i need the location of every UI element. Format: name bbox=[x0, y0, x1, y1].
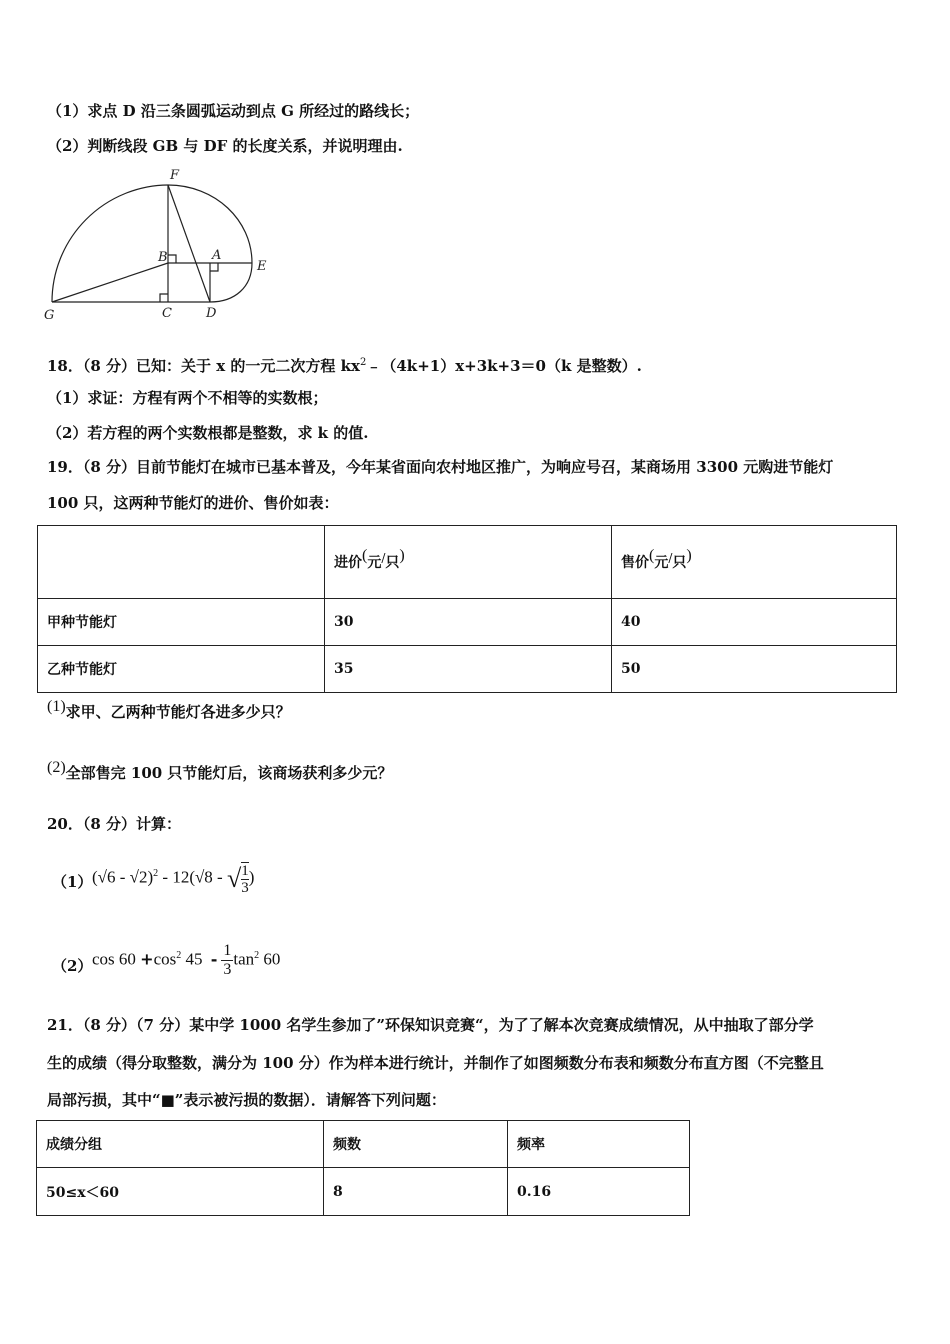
q21-line3: 局部污损，其中“■”表示被污损的数据）．请解答下列问题： bbox=[47, 1091, 446, 1109]
q21-line2: 生的成绩（得分取整数，满分为 100 分）作为样本进行统计，并制作了如图频数分布表和频数分布直方图（不完整且 bbox=[47, 1054, 824, 1072]
q17-part2: （2）判断线段 GB 与 DF 的长度关系，并说明理由. bbox=[47, 137, 403, 155]
q19-part2-text: 全部售完 100 只节能灯后，该商场获利多少元？ bbox=[65, 764, 393, 782]
q20-p1-part-a: (√6 - √2) bbox=[92, 867, 154, 887]
q20-p2-cos60: cos 60 bbox=[92, 949, 136, 969]
q20-p1-sqrt-sign: √ bbox=[226, 863, 242, 893]
geometry-figure bbox=[40, 165, 280, 325]
q21-header-group: 成绩分组 bbox=[37, 1121, 324, 1168]
q20-p2-fraction bbox=[221, 942, 233, 979]
q20-p1-frac-den: 3 bbox=[241, 879, 249, 896]
q19-price-table bbox=[37, 525, 897, 693]
q19-stem-line1: 19．（8 分）目前节能灯在城市已基本普及，今年某省面向农村地区推广，为响应号召，某商场用 3300 元购进节能灯 bbox=[47, 458, 834, 476]
label-d: D bbox=[206, 306, 217, 321]
q19-cost-slash: / bbox=[381, 551, 386, 565]
q20-p2-cos: cos bbox=[153, 949, 177, 969]
q21-row1-rate: 0.16 bbox=[508, 1168, 690, 1216]
q18-stem-a: 18．（8 分）已知：关于 x 的一元二次方程 kx bbox=[47, 357, 360, 375]
arc-fe bbox=[168, 185, 252, 263]
q19-part1 bbox=[47, 698, 291, 723]
q20-p2-sup2: 2 bbox=[254, 950, 260, 961]
q20-p1-expression bbox=[92, 856, 254, 897]
q21-row1-group: 50≤x＜60 bbox=[37, 1168, 324, 1216]
q20-p1-sup: 2 bbox=[153, 868, 159, 879]
q19-price-unit-yuan: 元 bbox=[654, 555, 669, 571]
label-b: B bbox=[158, 250, 168, 265]
label-a: A bbox=[212, 248, 222, 263]
q19-row2-name: 乙种节能灯 bbox=[38, 646, 325, 693]
q20-p2-sup: 2 bbox=[176, 950, 182, 961]
q20-p2-plus: + bbox=[140, 949, 154, 969]
q21-header-count: 频数 bbox=[324, 1121, 508, 1168]
q19-cost-paren-open: ( bbox=[362, 547, 368, 564]
q21-table-header bbox=[37, 1121, 690, 1168]
arc-gf bbox=[52, 185, 168, 302]
q19-header-cost-label: 进价 bbox=[334, 555, 362, 571]
q20-p2-expression bbox=[92, 938, 280, 979]
q19-row1-cost: 30 bbox=[325, 599, 612, 646]
q20-p2-frac-den: 3 bbox=[223, 961, 232, 979]
q19-header-price bbox=[612, 526, 897, 599]
q19-part2-num: (2) bbox=[47, 759, 66, 776]
q19-cost-paren-close: ) bbox=[399, 547, 405, 564]
q21-table-row bbox=[37, 1168, 690, 1216]
q20-p1-close: ) bbox=[248, 867, 255, 887]
q19-price-unit-zhi: 只 bbox=[672, 555, 687, 571]
q19-row2-price: 50 bbox=[612, 646, 897, 693]
q19-price-paren-close: ) bbox=[686, 547, 692, 564]
right-angle-b bbox=[168, 255, 176, 263]
q19-table-row bbox=[38, 646, 897, 693]
q19-row1-price: 40 bbox=[612, 599, 897, 646]
label-g: G bbox=[44, 308, 55, 323]
q19-price-paren-open: ( bbox=[649, 547, 655, 564]
q20-p1-frac-num: 1 bbox=[241, 862, 249, 879]
q20-p2-60: 60 bbox=[259, 949, 281, 969]
q21-frequency-table bbox=[36, 1120, 690, 1216]
q20-p2-frac-num: 1 bbox=[223, 942, 232, 960]
q19-part2 bbox=[47, 759, 393, 784]
q19-header-cost bbox=[325, 526, 612, 599]
right-angle-c bbox=[160, 294, 168, 302]
q20-stem: 20．（8 分）计算： bbox=[47, 815, 182, 833]
q20-p2-minus: - bbox=[210, 949, 218, 969]
label-f: F bbox=[170, 168, 180, 183]
segment-gb bbox=[52, 263, 168, 302]
q21-row1-count: 8 bbox=[324, 1168, 508, 1216]
q19-row1-name: 甲种节能灯 bbox=[38, 599, 325, 646]
q19-part1-num: (1) bbox=[47, 698, 66, 715]
q18-stem-b: ﹣（4k+1）x+3k+3＝0（k 是整数）. bbox=[366, 357, 642, 375]
q19-cost-unit-zhi: 只 bbox=[385, 555, 400, 571]
q19-part1-text: 求甲、乙两种节能灯各进多少只？ bbox=[65, 703, 291, 721]
q19-price-slash: / bbox=[668, 551, 673, 565]
q18-part2: （2）若方程的两个实数根都是整数，求 k 的值. bbox=[47, 424, 369, 442]
segment-fd bbox=[168, 185, 210, 302]
q18-stem-sup: 2 bbox=[359, 357, 367, 368]
q20-p1-num: （1） bbox=[52, 873, 93, 891]
q20-p2-tan: tan bbox=[233, 949, 255, 969]
q19-stem-line2: 100 只，这两种节能灯的进价、售价如表： bbox=[47, 494, 339, 512]
q19-table-header bbox=[38, 526, 897, 599]
q19-table-row bbox=[38, 599, 897, 646]
q20-p1-part-b: - 12(√8 - bbox=[158, 867, 227, 887]
q19-header-empty bbox=[38, 526, 325, 599]
q19-header-price-label: 售价 bbox=[621, 555, 649, 571]
arc-ed bbox=[210, 263, 252, 302]
q18-part1: （1）求证：方程有两个不相等的实数根； bbox=[47, 389, 328, 407]
q17-part1: （1）求点 D 沿三条圆弧运动到点 G 所经过的路线长； bbox=[47, 102, 420, 120]
q21-line1: 21．（8 分）（7 分）某中学 1000 名学生参加了”环保知识竞赛“，为了了解本次竞赛成绩情况，从中抽取了部分学 bbox=[47, 1016, 814, 1034]
q20-p2-45: 45 bbox=[181, 949, 203, 969]
q19-cost-unit-yuan: 元 bbox=[367, 555, 382, 571]
q21-header-rate: 频率 bbox=[508, 1121, 690, 1168]
q20-p1-fraction bbox=[241, 862, 249, 896]
q20-p2-num: （2） bbox=[52, 957, 93, 975]
label-e: E bbox=[257, 259, 267, 274]
q19-row2-cost: 35 bbox=[325, 646, 612, 693]
label-c: C bbox=[162, 306, 172, 321]
right-angle-a bbox=[210, 263, 218, 271]
q18-stem bbox=[47, 353, 642, 376]
